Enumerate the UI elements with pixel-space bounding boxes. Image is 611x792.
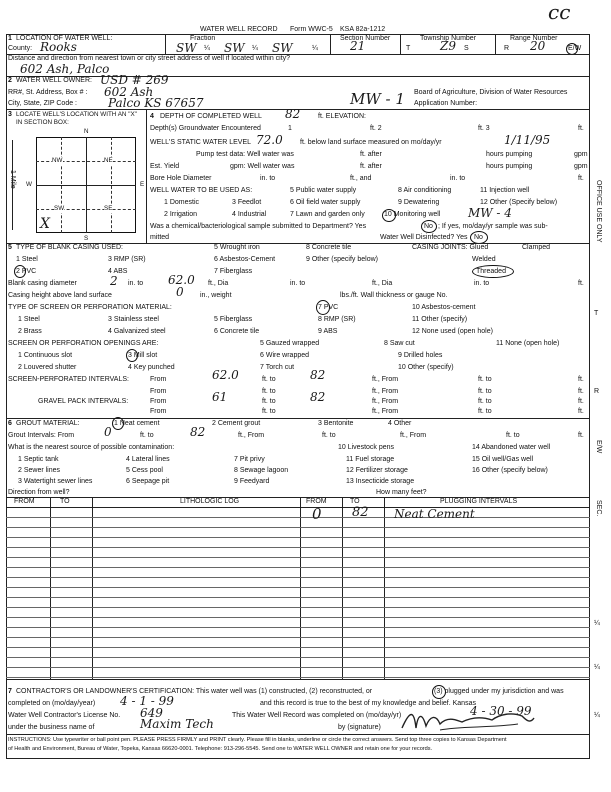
opening-8[interactable]: 8 Saw cut — [384, 340, 415, 347]
casing-5[interactable]: 5 Wrought iron — [214, 244, 260, 251]
how-many-label: How many feet? — [376, 489, 427, 496]
blank-in-to: in. to — [128, 280, 144, 287]
sec5-num: 5 — [8, 244, 12, 251]
business-label: under the business name of — [8, 724, 95, 731]
office-use-label: OFFICE USE ONLY — [595, 180, 602, 243]
gw-2: ft. 2 — [370, 125, 382, 132]
gpi-label: GRAVEL PACK INTERVALS: — [38, 398, 129, 405]
grid-e: E — [140, 181, 145, 188]
signature-scribble — [400, 706, 536, 736]
chem-mitted: mitted — [150, 234, 170, 241]
screen-8[interactable]: 8 RMP (SR) — [318, 316, 356, 323]
use-2[interactable]: 2 Irrigation — [164, 211, 198, 218]
use-10[interactable]: 10 Monitoring well — [384, 211, 441, 218]
pump-gpm: gpm — [574, 151, 588, 158]
plug-from-value[interactable]: 0 — [312, 505, 322, 523]
blank-dia2: ft., Dia — [208, 280, 229, 287]
grout-4[interactable]: 4 Other — [388, 420, 412, 427]
use-5[interactable]: 5 Public water supply — [290, 187, 357, 194]
contam-16[interactable]: 16 Other (specify below) — [472, 467, 548, 474]
gw-3: ft. 3 — [478, 125, 490, 132]
opening-3[interactable]: 3 Mill slot — [128, 352, 158, 359]
contam-5[interactable]: 5 Cess pool — [126, 467, 163, 474]
plug-to-value[interactable]: 82 — [352, 505, 369, 520]
gpi-to-row2: ft. to — [262, 408, 276, 415]
grid-sw: SW — [54, 205, 65, 212]
sec4-num: 4 — [150, 113, 154, 120]
threaded-circle — [472, 265, 514, 278]
grout-label: GROUT MATERIAL: — [16, 420, 80, 427]
screen-label: TYPE OF SCREEN OR PERFORATION MATERIAL: — [8, 304, 172, 311]
grid-w: W — [26, 181, 32, 188]
gpi-from-label: From — [150, 398, 167, 405]
contam-14[interactable]: 14 Abandoned water well — [472, 444, 551, 451]
grout-from3: ft., From — [400, 432, 427, 439]
bore-in-to2: in. to — [450, 175, 466, 182]
log-row-line — [6, 537, 590, 538]
completed2-label: This Water Well Record was completed on (mo/day/yr) — [232, 712, 402, 719]
blank-to[interactable]: 62.0 — [168, 273, 195, 287]
license-value[interactable]: 649 — [140, 706, 163, 720]
use-4[interactable]: 4 Industrial — [232, 211, 267, 218]
completed-label: completed on (mo/day/year) — [8, 700, 96, 707]
spi-to-row2: ft. to — [262, 388, 276, 395]
gpi-from-value[interactable]: 61 — [212, 390, 228, 404]
grid-se: SE — [104, 205, 113, 212]
contam-13[interactable]: 13 Insecticide storage — [346, 478, 415, 485]
log-row-line — [6, 577, 590, 578]
use-3[interactable]: 3 Feedlot — [232, 199, 262, 206]
casing-7[interactable]: 7 Fiberglass — [214, 268, 253, 275]
business-value[interactable]: Maxim Tech — [140, 717, 214, 731]
side-quarter-1: ¼ — [594, 620, 600, 627]
instructions-1: INSTRUCTIONS: Use typewriter or ball point pen. PLEASE PRESS FIRMLY and PRINT clearly. Please fill in blanks, underline or circle the correct answers. Send top three copies to Kansas Department — [8, 737, 507, 743]
blank-ft-dia: ft., Dia — [372, 280, 393, 287]
joints-label: CASING JOINTS: Glued — [412, 244, 489, 251]
sec2-num: 2 — [8, 77, 12, 84]
casing-4[interactable]: 4 ABS — [108, 268, 128, 275]
gpi-to-label: ft. to — [262, 398, 276, 405]
opening-2[interactable]: 2 Louvered shutter — [18, 364, 77, 371]
true-text: and this record is true to the best of my knowledge and belief. Kansas — [260, 700, 476, 707]
gpi-ft-row2: ft. — [578, 408, 584, 415]
screen-3[interactable]: 3 Stainless steel — [108, 316, 159, 323]
screen-5[interactable]: 5 Fiberglass — [214, 316, 253, 323]
log-row-line — [6, 647, 590, 648]
location-x-mark[interactable]: X — [40, 216, 50, 232]
contam-15[interactable]: 15 Oil well/Gas well — [472, 456, 534, 463]
contam-2[interactable]: 2 Sewer lines — [18, 467, 61, 474]
yield-gpm2: gpm — [574, 163, 588, 170]
completed-date[interactable]: 4 - 1 - 99 — [120, 694, 174, 708]
township-value[interactable]: Z9 — [440, 39, 456, 53]
log-from-header: FROM — [14, 498, 35, 505]
township-t: T — [406, 45, 411, 52]
sec6-num: 6 — [8, 420, 12, 427]
gpi-from-row2: From — [150, 408, 167, 415]
bore-and: ft., and — [350, 175, 372, 182]
spi-from-label: From — [150, 376, 167, 383]
section-value[interactable]: 21 — [350, 39, 366, 53]
log-row-line — [6, 587, 590, 588]
gpi-to-value[interactable]: 82 — [310, 390, 326, 404]
range-number-header: Range Number — [510, 35, 558, 42]
side-sec: SEC. — [595, 500, 602, 517]
grout-to-value[interactable]: 82 — [190, 425, 206, 439]
use-7[interactable]: 7 Lawn and garden only — [290, 211, 365, 218]
spi-from-value[interactable]: 62.0 — [212, 368, 239, 382]
contam-11[interactable]: 11 Fuel storage — [346, 456, 395, 463]
yield-after: ft. after — [360, 163, 382, 170]
spi-label: SCREEN-PERFORATED INTERVALS: — [8, 376, 129, 383]
grout-to3: ft. to — [506, 432, 520, 439]
contam-12[interactable]: 12 Fertilizer storage — [346, 467, 408, 474]
range-value[interactable]: 20 — [530, 39, 546, 53]
contam-7[interactable]: 7 Pit privy — [234, 456, 265, 463]
bore-label: Bore Hole Diameter — [150, 175, 212, 182]
height-value[interactable]: 0 — [176, 285, 184, 299]
grid-s: S — [84, 235, 89, 242]
chem-label: Was a chemical/bacteriological sample submitted to Department? Yes — [150, 223, 367, 230]
chem-no[interactable]: No — [424, 223, 433, 230]
fraction-header: Fraction — [190, 35, 216, 42]
joints-clamped[interactable]: Clamped — [522, 244, 551, 251]
screen-7[interactable]: 7 PVC — [318, 304, 339, 311]
license-label: Water Well Contractor's License No. — [8, 712, 121, 719]
fraction-2[interactable]: SW — [224, 41, 245, 55]
spi-to-label: ft. to — [262, 376, 276, 383]
use-10-circle — [382, 209, 396, 222]
plug-desc-value[interactable]: Neat Cement — [394, 507, 475, 521]
casing-1[interactable]: 1 Steel — [16, 256, 38, 263]
disinfected-label: Water Well Disinfected? Yes — [380, 234, 468, 241]
grid-ne: NE — [104, 157, 113, 164]
mw-label-value[interactable]: MW - 1 — [350, 90, 405, 108]
use-11[interactable]: 11 Injection well — [480, 187, 530, 194]
contam-1[interactable]: 1 Septic tank — [18, 456, 59, 463]
screen-6[interactable]: 6 Concrete tile — [214, 328, 260, 335]
depth-value[interactable]: 82 — [285, 107, 301, 121]
contam-9[interactable]: 9 Feedyard — [234, 478, 270, 485]
monitor-value[interactable]: MW - 4 — [468, 206, 512, 220]
rr-label: RR#, St. Address, Box # : — [8, 89, 88, 96]
log-row-line — [6, 597, 590, 598]
gw-label: Depth(s) Groundwater Encountered — [150, 125, 261, 132]
screen-10[interactable]: 10 Asbestos-cement — [412, 304, 476, 311]
cert-plugged: (3) plugged under my jurisdiction and was — [434, 688, 564, 695]
gpi-to2-row2: ft. to — [478, 408, 492, 415]
depth-label: DEPTH OF COMPLETED WELL — [160, 113, 262, 120]
pump-label: Pump test data: Well water was — [196, 151, 294, 158]
blank-in-to2: in. to — [290, 280, 306, 287]
screen-9[interactable]: 9 ABS — [318, 328, 338, 335]
bore-ft: ft. — [578, 175, 584, 182]
log-row-line — [6, 657, 590, 658]
use-label: WELL WATER TO BE USED AS: — [150, 187, 253, 194]
use-1[interactable]: 1 Domestic — [164, 199, 200, 206]
fraction-1[interactable]: SW — [176, 41, 197, 55]
owner-value[interactable]: USD # 269 — [100, 73, 169, 87]
log-row-line — [6, 607, 590, 608]
quarter-2: ¼ — [252, 45, 258, 52]
grout-2[interactable]: 2 Cement grout — [212, 420, 261, 427]
screen-2[interactable]: 2 Brass — [18, 328, 42, 335]
rr-value[interactable]: 602 Ash — [104, 85, 154, 99]
height-label: Casing height above land surface — [8, 292, 112, 299]
board-label: Board of Agriculture, Division of Water Resources — [414, 89, 568, 96]
fraction-3[interactable]: SW — [272, 41, 293, 55]
township-s: S — [464, 45, 469, 52]
csz-label: City, State, ZIP Code : — [8, 100, 77, 107]
blank-in-to3: in. to — [474, 280, 490, 287]
opening-5[interactable]: 5 Gauzed wrapped — [260, 340, 320, 347]
casing-9[interactable]: 9 Other (specify below) — [306, 256, 378, 263]
screen-4[interactable]: 4 Galvanized steel — [108, 328, 166, 335]
use-8[interactable]: 8 Air conditioning — [398, 187, 452, 194]
spi-to2-row2: ft. to — [478, 388, 492, 395]
opening-9[interactable]: 9 Drilled holes — [398, 352, 443, 359]
bore-in-to: in. to — [260, 175, 276, 182]
log-to-header: TO — [60, 498, 70, 505]
township-number-header: Township Number — [420, 35, 477, 42]
log-row-line — [6, 517, 590, 518]
range-r: R — [504, 45, 510, 52]
direction-label: Direction from well? — [8, 489, 70, 496]
grout-from-value[interactable]: 0 — [104, 425, 112, 439]
log-row-line — [6, 617, 590, 618]
spi-from2-row2: ft., From — [372, 388, 399, 395]
blank-label: Blank casing diameter — [8, 280, 77, 287]
joints-welded[interactable]: Welded — [472, 256, 496, 263]
casing-8[interactable]: 8 Concrete tile — [306, 244, 352, 251]
sec1-num: 1 — [8, 35, 12, 42]
gpi-ft: ft. — [578, 398, 584, 405]
plug-to-header: TO — [350, 498, 360, 505]
owner-label: WATER WELL OWNER: — [16, 77, 92, 84]
log-row-line — [6, 667, 590, 668]
opening-1[interactable]: 1 Continuous slot — [18, 352, 73, 359]
contam-10[interactable]: 10 Livestock pens — [338, 444, 395, 451]
side-quarter-2: ¼ — [594, 664, 600, 671]
spi-from-row2: From — [150, 388, 167, 395]
pump-after: ft. after — [360, 151, 382, 158]
sec7-num: 7 — [8, 688, 12, 695]
contam-6[interactable]: 6 Seepage pit — [126, 478, 170, 485]
elevation-label: ft. ELEVATION: — [318, 113, 366, 120]
grout-ft: ft. — [578, 432, 584, 439]
casing-label: TYPE OF BLANK CASING USED: — [16, 244, 123, 251]
opening-4[interactable]: 4 Key punched — [128, 364, 175, 371]
pump-hours: hours pumping — [486, 151, 533, 158]
opening-11[interactable]: 11 None (open hole) — [496, 340, 560, 347]
casing-pvc-circle — [14, 265, 26, 278]
grout-3[interactable]: 3 Bentonite — [318, 420, 354, 427]
side-ew: E/W — [595, 440, 602, 454]
quarter-3: ¼ — [312, 45, 318, 52]
log-row-line — [6, 627, 590, 628]
litho-header: LITHOLOGIC LOG — [180, 498, 240, 505]
csz-value[interactable]: Palco KS 67657 — [108, 96, 204, 110]
grout-intervals-label: Grout Intervals: From — [8, 432, 75, 439]
log-row-line — [6, 567, 590, 568]
blank-ft: ft. — [578, 280, 584, 287]
contam-3[interactable]: 3 Watertight sewer lines — [18, 478, 93, 485]
spi-from2: ft., From — [372, 376, 399, 383]
use-12[interactable]: 12 Other (Specify below) — [480, 199, 558, 206]
instructions-2: of Health and Environment, Bureau of Water, Topeka, Kansas 66620-0001. Telephone: 913-296-5545. Send one to WATER WELL OWNER and retain one for your records. — [8, 746, 433, 752]
sec1-title: LOCATION OF WATER WELL: — [16, 35, 113, 42]
use-6[interactable]: 6 Oil field water supply — [290, 199, 361, 206]
spi-to2: ft. to — [478, 376, 492, 383]
screen-11[interactable]: 11 Other (specify) — [412, 316, 468, 323]
grid-nw: NW — [52, 157, 63, 164]
grout-1[interactable]: 1 Neat cement — [114, 420, 160, 427]
static-after: ft. below land surface measured on mo/day/yr — [300, 139, 442, 146]
casing-6[interactable]: 6 Asbestos-Cement — [214, 256, 276, 263]
use-9[interactable]: 9 Dewatering — [398, 199, 440, 206]
side-r: R — [594, 388, 600, 395]
log-row-line — [6, 637, 590, 638]
grout-to2: ft. to — [322, 432, 336, 439]
form-number: Form WWC-5 — [290, 26, 333, 33]
side-t: T — [594, 310, 599, 317]
range-ew: E/W — [568, 45, 582, 52]
screen-1[interactable]: 1 Steel — [18, 316, 40, 323]
gpi-from2: ft., From — [372, 398, 399, 405]
sec3-num: 3 — [8, 111, 12, 118]
county-value[interactable]: Rooks — [40, 40, 77, 54]
chem-after: ; If yes, mo/day/yr sample was sub- — [438, 223, 548, 230]
plug-from-header: FROM — [306, 498, 327, 505]
opening-6[interactable]: 6 Wire wrapped — [260, 352, 310, 359]
chem-no-circle — [421, 220, 437, 233]
yield-gpm: gpm: Well water was — [230, 163, 295, 170]
county-label: County: — [8, 45, 33, 52]
log-row-line — [6, 547, 590, 548]
plug-header: PLUGGING INTERVALS — [440, 498, 518, 505]
gw-1: 1 — [288, 125, 292, 132]
opening-7[interactable]: 7 Torch cut — [260, 364, 295, 371]
ksa-ref: KSA 82a-1212 — [340, 26, 386, 33]
height-weight: in., weight — [200, 292, 232, 299]
application-label: Application Number: — [414, 100, 478, 107]
spi-ft-row2: ft. — [578, 388, 584, 395]
screen-pvc-circle — [316, 300, 330, 315]
sec3-title: LOCATE WELL'S LOCATION WITH AN "X" IN SECTION BOX: — [16, 111, 137, 126]
static-label: WELL'S STATIC WATER LEVEL — [150, 139, 252, 146]
yield-label: Est. Yield — [150, 163, 180, 170]
plugged-circle — [432, 685, 446, 699]
quarter-1: ¼ — [204, 45, 210, 52]
opening-10[interactable]: 10 Other (specify) — [398, 364, 454, 371]
mile-label: 1 Mile — [9, 170, 16, 189]
screen-12[interactable]: 12 None used (open hole) — [412, 328, 493, 335]
mill-slot-circle — [126, 349, 138, 362]
section-number-header: Section Number — [340, 35, 391, 42]
grid-n: N — [84, 128, 89, 135]
side-quarter-3: ¼ — [594, 712, 600, 719]
log-row-line — [6, 527, 590, 528]
static-date[interactable]: 1/11/95 — [504, 133, 551, 147]
log-row-line — [6, 557, 590, 558]
log-row-line — [6, 677, 590, 678]
address-value[interactable]: 602 Ash, Palco — [20, 62, 110, 76]
contam-8[interactable]: 8 Sewage lagoon — [234, 467, 289, 474]
form-title: WATER WELL RECORD — [200, 26, 278, 33]
blank-dia[interactable]: 2 — [110, 274, 118, 288]
neat-cement-circle — [112, 417, 124, 430]
gpi-from2-row2: ft., From — [372, 408, 399, 415]
gw-ft: ft. — [578, 125, 584, 132]
contam-4[interactable]: 4 Lateral lines — [126, 456, 170, 463]
grout-to-label: ft. to — [140, 432, 154, 439]
height-lbs: lbs./ft. Wall thickness or gauge No. — [340, 292, 448, 299]
spi-ft: ft. — [578, 376, 584, 383]
gpi-to2: ft. to — [478, 398, 492, 405]
corner-mark: cc — [548, 0, 571, 24]
casing-2[interactable]: 2 PVC — [16, 268, 37, 275]
joints-threaded[interactable]: Threaded — [476, 268, 506, 275]
spi-to-value[interactable]: 82 — [310, 368, 326, 382]
disinfected-no[interactable]: No — [474, 234, 483, 241]
static-value[interactable]: 72.0 — [256, 133, 283, 147]
distance-label: Distance and direction from nearest town or city street address of well if located within city? — [8, 55, 291, 62]
signature-label: by (signature) — [338, 724, 381, 731]
grout-from2: ft., From — [238, 432, 265, 439]
cert-text: CONTRACTOR'S OR LANDOWNER'S CERTIFICATION: This water well was (1) constructed, (2) reconstructed, or — [16, 688, 373, 695]
contam-label: What is the nearest source of possible contamination: — [8, 444, 175, 451]
casing-3[interactable]: 3 RMP (SR) — [108, 256, 146, 263]
completed2-date[interactable]: 4 - 30 - 99 — [470, 704, 532, 718]
yield-hours: hours pumping — [486, 163, 533, 170]
openings-label: SCREEN OR PERFORATION OPENINGS ARE: — [8, 340, 159, 347]
